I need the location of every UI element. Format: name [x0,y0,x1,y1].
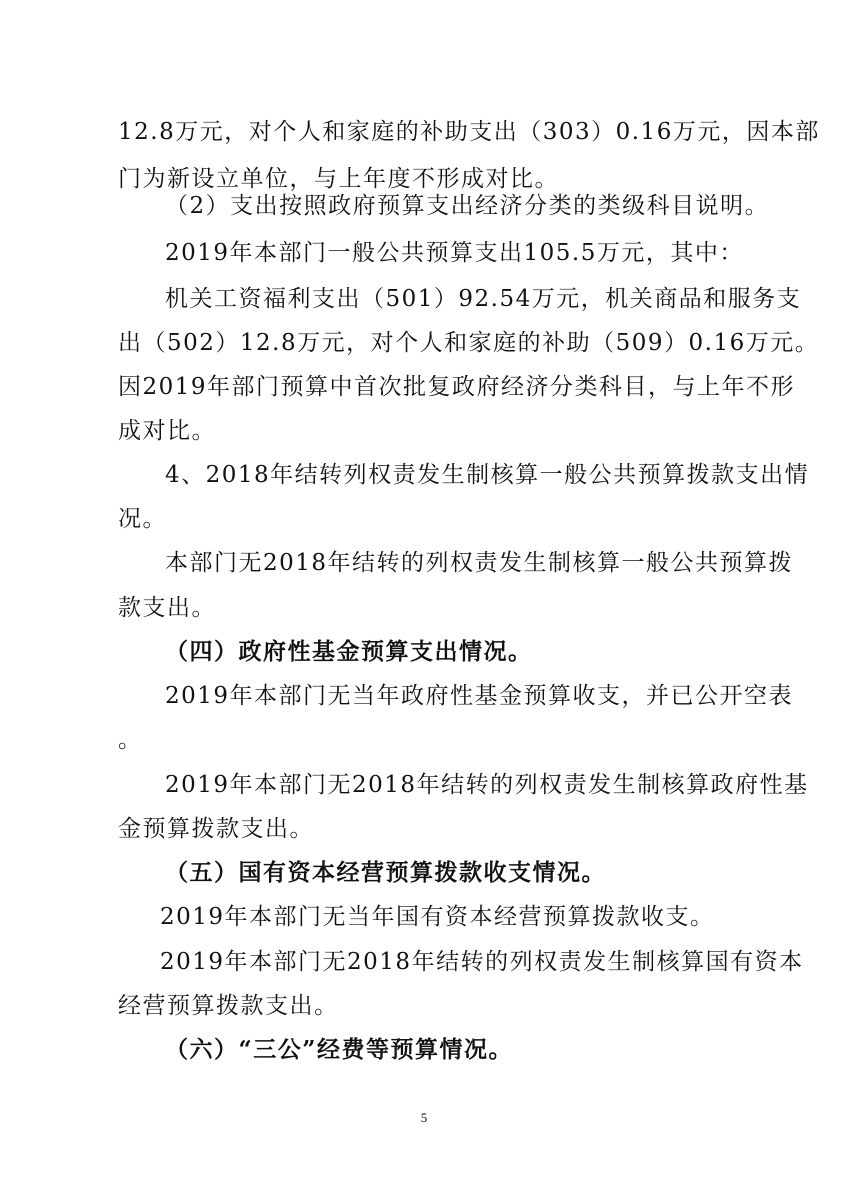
section-heading-four: （四）政府性基金预算支出情况。 [165,638,533,665]
paragraph-line-4: 2019年本部门一般公共预算支出105.5万元，其中： [165,240,744,266]
paragraph-line-7: 因2019年部门预算中首次批复政府经济分类科目，与上年不形 [118,374,796,400]
paragraph-line-1: 12.8万元，对个人和家庭的补助支出（303）0.16万元，因本部 [118,119,820,145]
paragraph-line-21: 经营预算拨款支出。 [118,993,339,1019]
paragraph-line-5: 机关工资福利支出（501）92.54万元，机关商品和服务支 [165,286,802,312]
paragraph-line-8: 成对比。 [118,418,216,444]
paragraph-line-14: 2019年本部门无当年政府性基金预算收支，并已公开空表 [165,683,794,709]
paragraph-line-20: 2019年本部门无2018年结转的列权责发生制核算国有资本 [160,949,804,975]
paragraph-line-6: 出（502）12.8万元，对个人和家庭的补助（509）0.16万元。 [118,330,820,356]
paragraph-line-12: 款支出。 [118,595,216,621]
paragraph-line-11: 本部门无2018年结转的列权责发生制核算一般公共预算拨 [165,550,794,576]
paragraph-line-16: 2019年本部门无2018年结转的列权责发生制核算政府性基 [165,772,809,798]
paragraph-line-19: 2019年本部门无当年国有资本经营预算拨款收支。 [160,904,715,930]
subsection-heading-2: （2）支出按照政府预算支出经济分类的类级科目说明。 [165,193,770,219]
item-heading-4: 4、2018年结转列权责发生制核算一般公共预算拨款支出情 [165,462,810,488]
page-number: 5 [420,1110,428,1125]
paragraph-line-17: 金预算拨款支出。 [118,816,314,842]
section-heading-six: （六）“三公”经费等预算情况。 [165,1036,513,1063]
paragraph-line-10: 况。 [118,506,167,532]
paragraph-line-2: 门为新设立单位，与上年度不形成对比。 [118,166,559,192]
section-heading-five: （五）国有资本经营预算拨款收支情况。 [165,859,606,886]
paragraph-line-15: 。 [118,727,143,753]
